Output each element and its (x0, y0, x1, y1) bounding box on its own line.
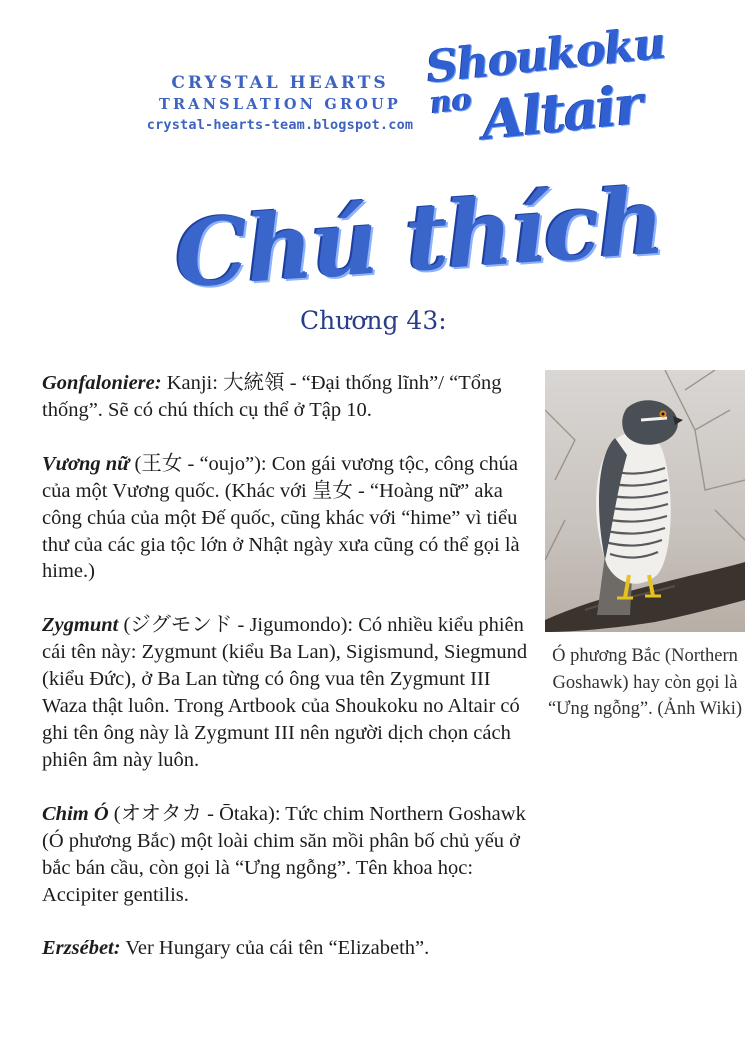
group-name: CRYSTAL HEARTS (171, 73, 389, 93)
notes-list (42, 370, 540, 989)
series-logo (420, 17, 668, 162)
note-item (42, 451, 540, 586)
note-item (42, 935, 540, 962)
note-item (42, 612, 540, 773)
note-term: Vương nữ (42, 452, 130, 475)
note-item (42, 370, 540, 424)
note-text: (王女 - “oujo”): Con gái vương tộc, công chúa của một Vương quốc. (Khác với 皇女 - “Hoàng nữ” aka công chúa của một Đế quốc, cũng khác với “hime” vì tiểu thư của các gia tộc lớn ở Nhật ngày xưa cũng có thể gọi là hime.) (42, 452, 520, 583)
note-item (42, 801, 540, 909)
page-title: Chú thích (171, 166, 667, 309)
translation-group-credit (130, 72, 430, 135)
group-subtitle: TRANSLATION GROUP (159, 96, 401, 113)
note-term: Chim Ó (42, 802, 109, 825)
note-text: Ver Hungary của cái tên “Elizabeth”. (120, 937, 430, 960)
series-logo-line3: Altair (479, 71, 645, 153)
note-term: Zygmunt (42, 614, 119, 637)
photo-caption: Ó phương Bắc (Northern Goshawk) hay còn gọi là “Ưng ngỗng”. (Ảnh Wiki) (547, 646, 743, 719)
note-text: (オオタカ - Ōtaka): Tức chim Northern Goshawk (Ó phương Bắc) một loài chim săn mồi phân bố chủ yếu ở bắc bán cầu, còn gọi là “Ưng ngỗng”. Tên khoa học: Accipiter gentilis. (42, 802, 526, 906)
group-url: crystal-hearts-team.blogspot.com (146, 117, 414, 133)
series-logo-line2: no (428, 81, 474, 122)
note-text: (ジグモンド - Jigumondo): Có nhiều kiểu phiên cái tên này: Zygmunt (kiểu Ba Lan), Sigismund, Siegmund (kiểu Đức), ở Ba Lan từng có ông vua tên Zygmunt III Waza thật luôn. Trong Artbook của Shoukoku no Altair có ghi tên ông này là Zygmunt III nên người dịch chọn cách phiên âm này luôn. (42, 614, 528, 771)
note-term: Erzsébet: (42, 937, 121, 960)
note-term: Gonfaloniere: (42, 372, 162, 394)
note-text: Kanji: 大統領 - “Đại thống lĩnh”/ “Tổng thống”. Sẽ có chú thích cụ thể ở Tập 10. (42, 372, 502, 421)
series-logo-line1: Shoukoku (423, 17, 668, 94)
chapter-heading: Chương 43: (300, 306, 447, 335)
goshawk-photo (545, 370, 745, 632)
goshawk-illustration (545, 370, 745, 632)
